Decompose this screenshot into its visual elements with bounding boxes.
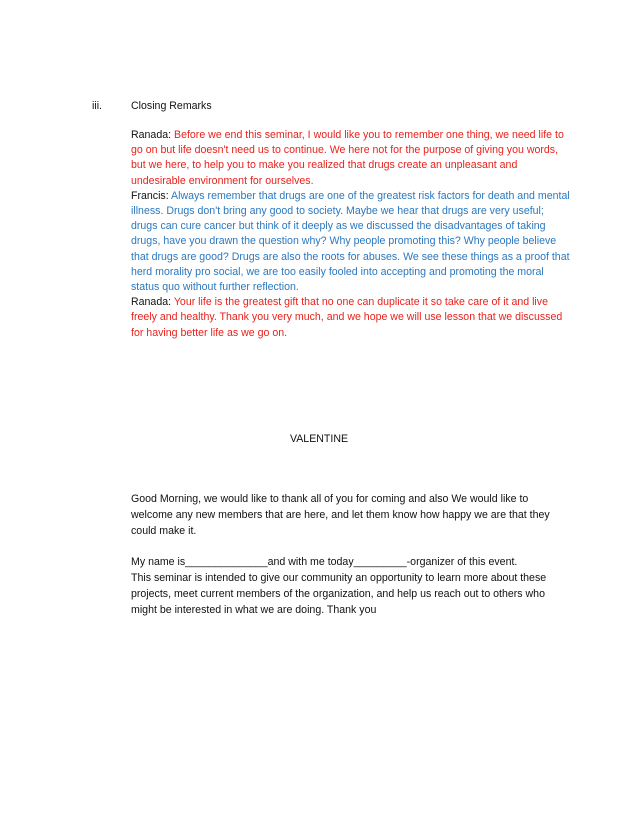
speaker-label: Ranada: xyxy=(131,296,172,309)
section-title: Closing Remarks xyxy=(131,100,212,112)
dialogue-line-ranada-1 xyxy=(131,128,571,189)
closing-remarks-heading xyxy=(92,98,552,114)
dialogue-text: Always remember that drugs are one of the greatest risk factors for death and mental illness. Drugs don't bring any good to society. Maybe we hear that drugs are very useful; drugs can cure cancer but think of it deeply as we discussed the disadvantages of taking drugs, have you drawn the question why? Why people promoting this? Why people believe that drugs are good? Drugs are also the roots for abuses. We see these things as a proof that herd morality pro social, we are too easily fooled into accepting and promoting the moral status quo without further reflection. xyxy=(131,189,570,294)
speaker-label: Ranada: xyxy=(131,129,172,141)
dialogue-line-francis xyxy=(131,189,571,295)
section-number: iii. xyxy=(92,100,103,112)
paragraph-spacer xyxy=(131,539,571,555)
introduction-line: My name is______________and with me today_________-organizer of this event. xyxy=(131,556,518,569)
dialogue-line-ranada-2 xyxy=(131,295,571,341)
closing-remarks-dialogue xyxy=(131,128,571,341)
dialogue-text: Your life is the greatest gift that no one can duplicate it so take care of it and live freely and healthy. Thank you very much, and we hope we will use lesson that we discussed for having better life as we go on. xyxy=(131,296,563,339)
dialogue-text: Before we end this seminar, I would like you to remember one thing, we need life to go on but life doesn't need us to continue. We here not for the purpose of giving you words, but we here, to help you to make you realized that drugs create an unpleasant and undesirable environment for ourselves. xyxy=(131,129,564,187)
seminar-purpose-paragraph: This seminar is intended to give our community an opportunity to learn more about these projects, meet current members of the organization, and help us reach out to others who might be interested in what we are doing. Thank you xyxy=(131,571,547,616)
valentine-body xyxy=(131,492,571,618)
valentine-title: VALENTINE xyxy=(289,433,349,445)
speaker-label: Francis: xyxy=(131,189,169,202)
welcome-paragraph: Good Morning, we would like to thank all of you for coming and also We would like to welcome any new members that are here, and let them know how happy we are that they could make it. xyxy=(131,493,550,537)
